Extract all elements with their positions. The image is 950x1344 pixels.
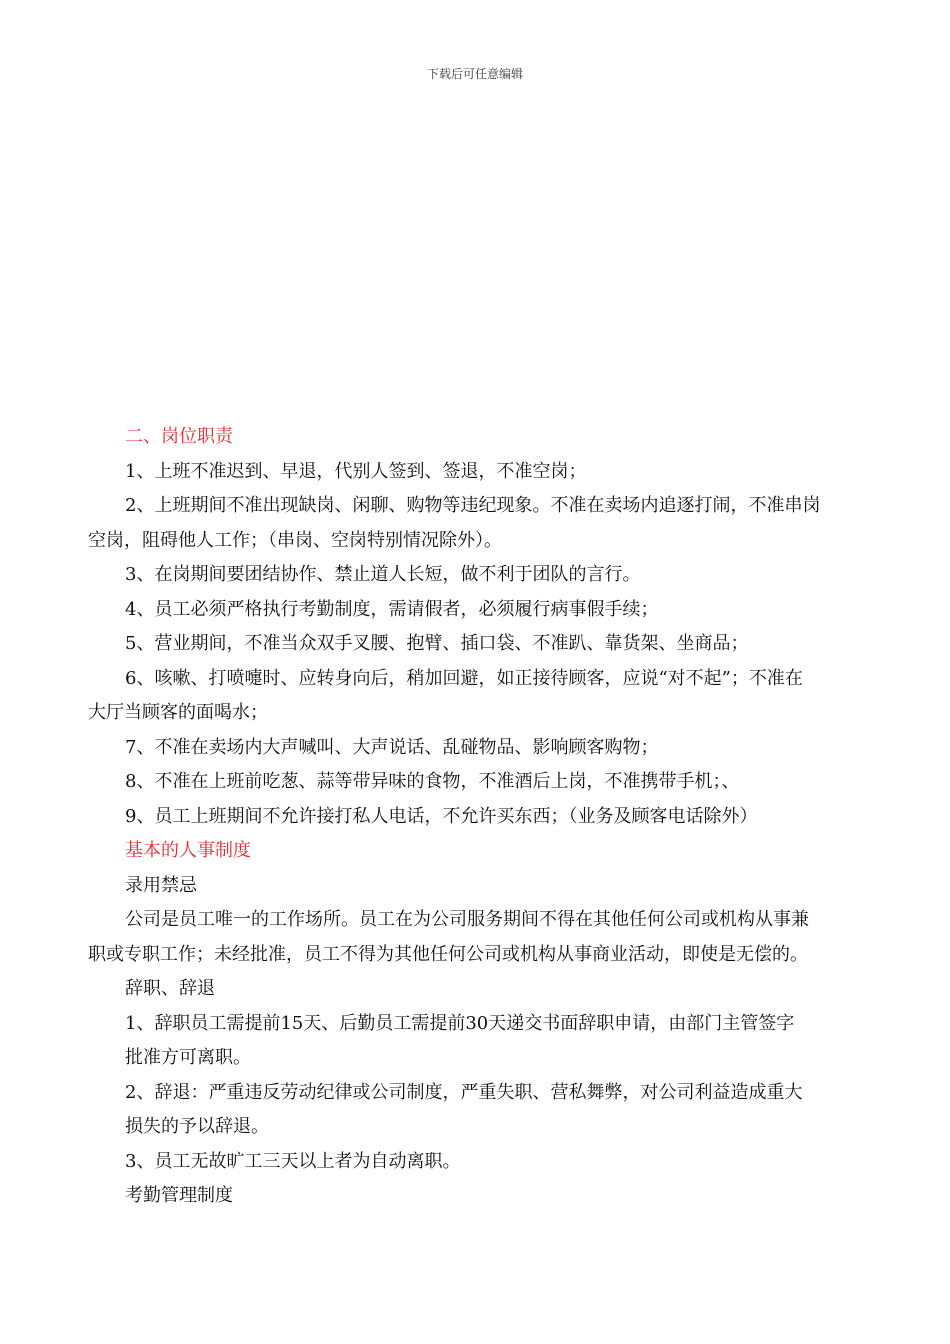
duty-item-7: 7、不准在卖场内大声喊叫、大声说话、乱碰物品、影响顾客购物； — [125, 736, 659, 758]
duty-item-3: 3、在岗期间要团结协作、禁止道人长短，做不利于团队的言行。 — [125, 564, 641, 585]
resign-item-3: 3、员工无故旷工三天以上者为自动离职。 — [125, 1150, 461, 1172]
duty-item-2-continued: 空岗，阻碍他人工作；（串岗、空岗特别情况除外）。 — [88, 529, 502, 551]
subsection-title-resignation: 辞职、辞退 — [125, 978, 215, 999]
resign-item-2: 2、辞退：严重违反劳动纪律或公司制度，严重失职、营私舞弊，对公司利益造成重大 — [125, 1081, 803, 1103]
resign-item-1-continued: 批准方可离职。 — [125, 1047, 251, 1068]
subsection-title-attendance: 考勤管理制度 — [125, 1185, 233, 1206]
duty-item-2: 2、上班期间不准出现缺岗、闲聊、购物等违纪现象。不准在卖场内追逐打闹，不准串岗 — [125, 495, 821, 516]
employment-paragraph-line-2: 职或专职工作；未经批准，员工不得为其他任何公司或机构从事商业活动，即使是无偿的。 — [88, 943, 808, 965]
duty-item-1: 1、上班不准迟到、早退，代别人签到、签退，不准空岗； — [125, 460, 587, 482]
duty-item-8: 8、不准在上班前吃葱、蒜等带异味的食物，不准酒后上岗，不准携带手机；、 — [125, 771, 740, 792]
duty-item-5: 5、营业期间，不准当众双手叉腰、抱臂、插口袋、不准趴、靠货架、坐商品； — [125, 633, 749, 654]
subsection-title-employment: 录用禁忌 — [125, 874, 197, 896]
section-title-duties: 二、岗位职责 — [125, 426, 233, 447]
duty-item-6: 6、咳嗽、打喷嚏时、应转身向后，稍加回避，如正接待顾客，应说“对不起”；不准在 — [125, 667, 803, 689]
page-header: 下载后可任意编辑 — [426, 67, 523, 81]
duty-item-9: 9、员工上班期间不允许接打私人电话，不允许买东西；（业务及顾客电话除外） — [125, 805, 758, 827]
document-body — [88, 420, 878, 1214]
section-title-personnel: 基本的人事制度 — [125, 840, 251, 861]
resign-item-1: 1、辞职员工需提前15天、后勤员工需提前30天递交书面辞职申请，由部门主管签字 — [125, 1012, 795, 1034]
resign-item-2-continued: 损失的予以辞退。 — [125, 1116, 269, 1137]
duty-item-4: 4、员工必须严格执行考勤制度，需请假者，必须履行病事假手续； — [125, 598, 659, 620]
duty-item-6-continued: 大厅当顾客的面喝水； — [88, 702, 268, 723]
employment-paragraph-line-1: 公司是员工唯一的工作场所。员工在为公司服务期间不得在其他任何公司或机构从事兼 — [125, 909, 809, 930]
